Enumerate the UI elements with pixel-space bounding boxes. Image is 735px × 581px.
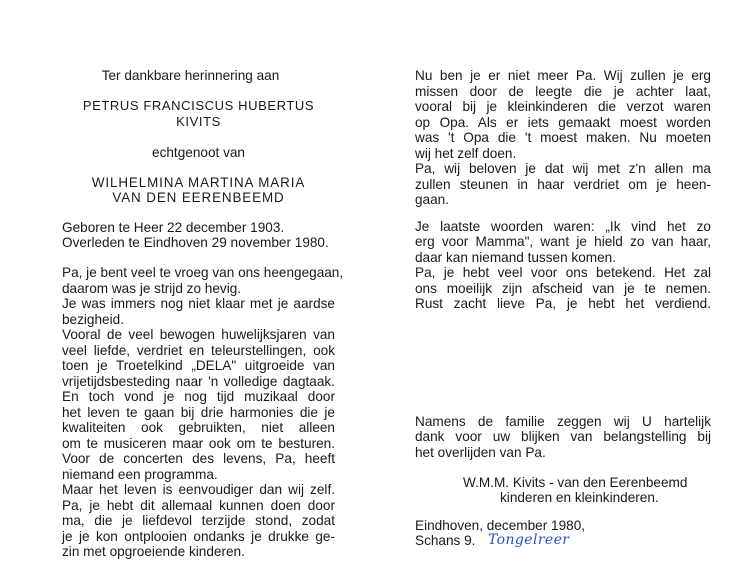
- place-date: Eindhoven, december 1980,: [415, 518, 586, 533]
- body-line: Je was immers nog niet klaar met je aardse: [62, 296, 335, 311]
- body-line: om te musiceren maar ook om te besturen.: [62, 436, 335, 451]
- body-line: bezigheid.: [62, 312, 124, 327]
- deceased-name-line-1: PETRUS FRANCISCUS HUBERTUS: [82, 98, 315, 113]
- paragraph-1-line: Pa, wij beloven je dat wij met z'n allen ma: [415, 161, 711, 176]
- body-line: vrijetijdsbesteding naar 'n volledige dagtaak.: [62, 374, 335, 389]
- body-line: Vooral de veel bewogen huwelijksjaren van: [62, 327, 335, 342]
- paragraph-1-line: op Opa. Als er iets gemaakt moest worden: [415, 115, 711, 130]
- body-line: En toch vond je nog tijd muzikaal door: [62, 389, 335, 404]
- paragraph-1-line: zullen steunen in haar verdriet om je heen-: [415, 177, 711, 192]
- paragraph-3-line: het overlijden van Pa.: [415, 445, 546, 460]
- paragraph-1-line: Nu ben je er niet meer Pa. Wij zullen je erg: [415, 68, 711, 83]
- paragraph-1-line: missen door de leegte die je achter laat,: [415, 84, 711, 99]
- paragraph-1-line: wij het zelf doen.: [415, 146, 517, 161]
- paragraph-3-line: dank voor uw blijken van belangstelling bij: [415, 429, 711, 444]
- death-line: Overleden te Eindhoven 29 november 1980.: [62, 235, 329, 250]
- paragraph-1-line: was 't Opa die 't moest maken. Nu moeten: [415, 130, 711, 145]
- deceased-name-line-2: KIVITS: [176, 114, 221, 129]
- body-line: zin met opgroeiende kinderen.: [62, 544, 245, 559]
- body-line: kwaliteiten ook gebruikten, niet alleen: [62, 420, 335, 435]
- body-line: je je kon ontplooien ondanks je drukke ge-: [62, 529, 335, 544]
- paragraph-1-line: gaan.: [415, 192, 450, 207]
- body-line: Pa, je hebt dit allemaal kunnen doen door: [62, 498, 335, 513]
- body-line: Pa, je bent veel te vroeg van ons heengegaan,: [62, 265, 344, 280]
- paragraph-3-line: Namens de familie zeggen wij U hartelijk: [415, 414, 711, 429]
- address: Schans 9.: [415, 533, 476, 548]
- paragraph-2-line: Je laatste woorden waren: „Ik vind het zo: [415, 219, 711, 234]
- body-line: Voor de concerten des levens, Pa, heeft: [62, 451, 335, 466]
- signature-line-1: W.M.M. Kivits - van den Eerenbeemd: [463, 475, 688, 490]
- intro-text: Ter dankbare herinnering aan: [101, 68, 280, 83]
- birth-line: Geboren te Heer 22 december 1903.: [62, 220, 285, 235]
- body-line: daarom was je strijd zo hevig.: [62, 281, 242, 296]
- signature-line-2: kinderen en kleinkinderen.: [500, 490, 659, 505]
- body-line: toen je Troetelkind „DELA" uitgroeide van: [62, 358, 335, 373]
- paragraph-2-line: Rust zacht lieve Pa, je hebt het verdiend.: [415, 296, 711, 311]
- body-line: veel liefde, verdriet en teleurstellingen, ook: [62, 343, 335, 358]
- paragraph-2-line: daar kan niemand tussen komen.: [415, 250, 617, 265]
- spouse-intro: echtgenoot van: [152, 145, 245, 160]
- body-line: Maar het leven is eenvoudiger dan wij zelf.: [62, 482, 335, 497]
- paragraph-1-line: vooral bij je kleinkinderen die verzot waren: [415, 99, 711, 114]
- body-line: het leven te gaan bij drie harmonies die je: [62, 405, 335, 420]
- spouse-name-line-2: VAN DEN EERENBEEMD: [112, 190, 285, 205]
- paragraph-2-line: ons moeilijk zijn afscheid van je te nemen.: [415, 281, 711, 296]
- body-line: ma, die je liefdevol terzijde stond, zodat: [62, 513, 335, 528]
- paragraph-2-line: Pa, je hebt veel voor ons betekend. Het zal: [415, 265, 711, 280]
- body-line: niemand een programma.: [62, 467, 218, 482]
- spouse-name-line-1: WILHELMINA MARTINA MARIA: [91, 175, 306, 190]
- paragraph-2-line: erg voor Mamma", want je hield zo van haar,: [415, 234, 711, 249]
- handwritten-annotation: Tongelreer: [488, 532, 570, 548]
